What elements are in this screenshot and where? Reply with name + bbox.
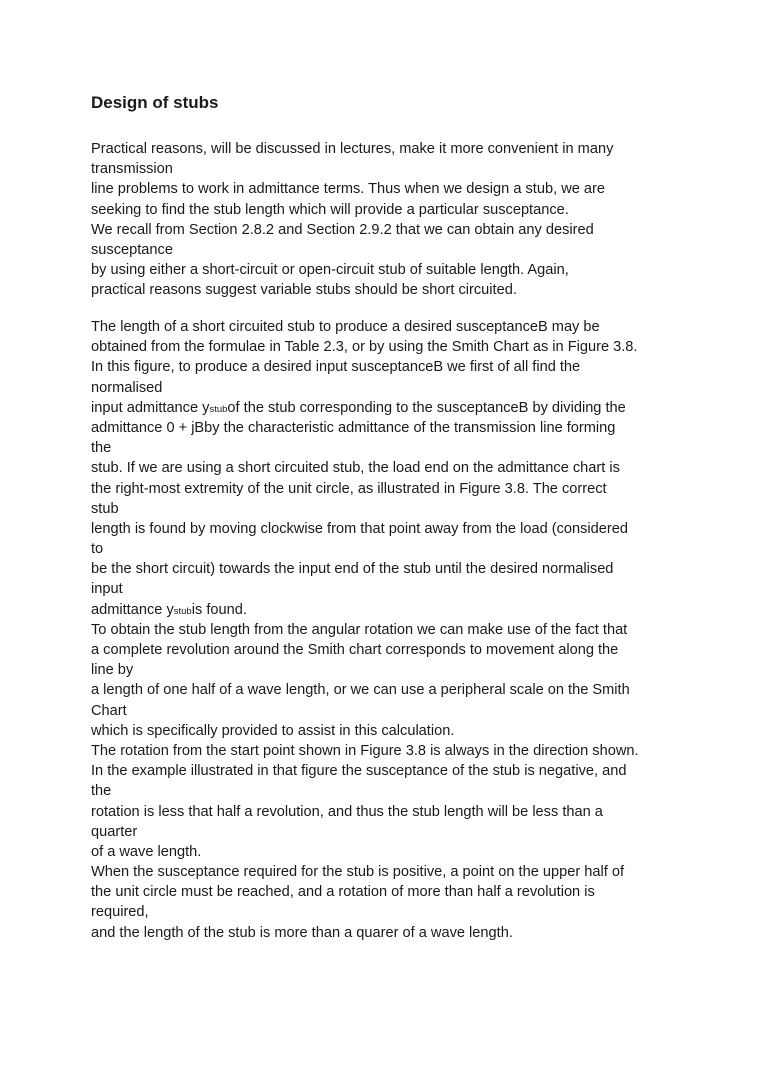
text-line: stub. If we are using a short circuited stub, the load end on the admittance chart is — [91, 460, 620, 477]
text-line: When the susceptance required for the stub is positive, a point on the upper half of — [91, 864, 624, 881]
text-line: by using either a short-circuit or open-circuit stub of suitable length. Again, — [91, 262, 569, 279]
text-line: stub — [91, 500, 119, 517]
paragraph-stub-length — [91, 317, 639, 943]
text-segment: admittance y — [91, 601, 174, 618]
text-line: practical reasons suggest variable stubs should be short circuited. — [91, 282, 517, 299]
text-line: be the short circuit) towards the input end of the stub until the desired normalised — [91, 561, 614, 578]
text-line: line problems to work in admittance terms. Thus when we design a stub, we are — [91, 181, 606, 198]
text-line: which is specifically provided to assist in this calculation. — [91, 722, 455, 739]
text-line: normalised — [91, 379, 163, 396]
text-line: quarter — [91, 823, 138, 840]
text-line: seeking to find the stub length which will provide a particular susceptance. — [91, 201, 569, 218]
text-line: the unit circle must be reached, and a rotation of more than half a revolution is — [91, 884, 595, 901]
page-title: Design of stubs — [91, 93, 219, 112]
text-line: the right-most extremity of the unit circle, as illustrated in Figure 3.8. The correct — [91, 480, 607, 497]
text-line: susceptance — [91, 241, 173, 258]
text-line: Practical reasons, will be discussed in lectures, make it more convenient in many — [91, 141, 614, 157]
text-line: rotation is less that half a revolution, and thus the stub length will be less than a — [91, 803, 603, 820]
text-line: obtained from the formulae in Table 2.3, or by using the Smith Chart as in Figure 3.8. — [91, 339, 638, 356]
text-segment: of the stub corresponding to the susceptanceB by dividing the — [227, 399, 626, 416]
text-line: The rotation from the start point shown in Figure 3.8 is always in the direction shown. — [91, 742, 639, 759]
subscript-stub: stub — [209, 403, 228, 415]
text-line: of a wave length. — [91, 843, 202, 860]
text-line — [91, 398, 639, 418]
text-line: a length of one half of a wave length, or we can use a peripheral scale on the Smith — [91, 682, 630, 699]
subscript-stub: stub — [173, 605, 192, 617]
text-line: The length of a short circuited stub to produce a desired susceptanceB may be — [91, 319, 600, 335]
text-line: required, — [91, 904, 149, 921]
text-line: the — [91, 440, 112, 457]
text-line: In this figure, to produce a desired input susceptanceB we first of all find the — [91, 359, 581, 376]
paragraph-intro — [91, 139, 613, 301]
text-line: input — [91, 581, 123, 598]
text-segment: is found. — [191, 601, 247, 618]
text-line: and the length of the stub is more than a quarer of a wave length. — [91, 924, 513, 941]
text-line: To obtain the stub length from the angular rotation we can make use of the fact that — [91, 621, 628, 638]
text-line: length is found by moving clockwise from that point away from the load (considered — [91, 520, 628, 537]
text-line — [91, 600, 639, 620]
text-line: admittance 0 + jBby the characteristic admittance of the transmission line forming — [91, 419, 616, 436]
text-line: We recall from Section 2.8.2 and Section 2.9.2 that we can obtain any desired — [91, 221, 594, 238]
text-segment: input admittance y — [91, 399, 210, 416]
text-line: Chart — [91, 702, 127, 719]
text-line: the — [91, 783, 112, 800]
text-line: to — [91, 541, 104, 558]
text-line: transmission — [91, 161, 173, 178]
text-line: a complete revolution around the Smith chart corresponds to movement along the — [91, 642, 619, 658]
text-line: In the example illustrated in that figure the susceptance of the stub is negative, and — [91, 763, 627, 780]
text-line: line by — [91, 662, 134, 679]
